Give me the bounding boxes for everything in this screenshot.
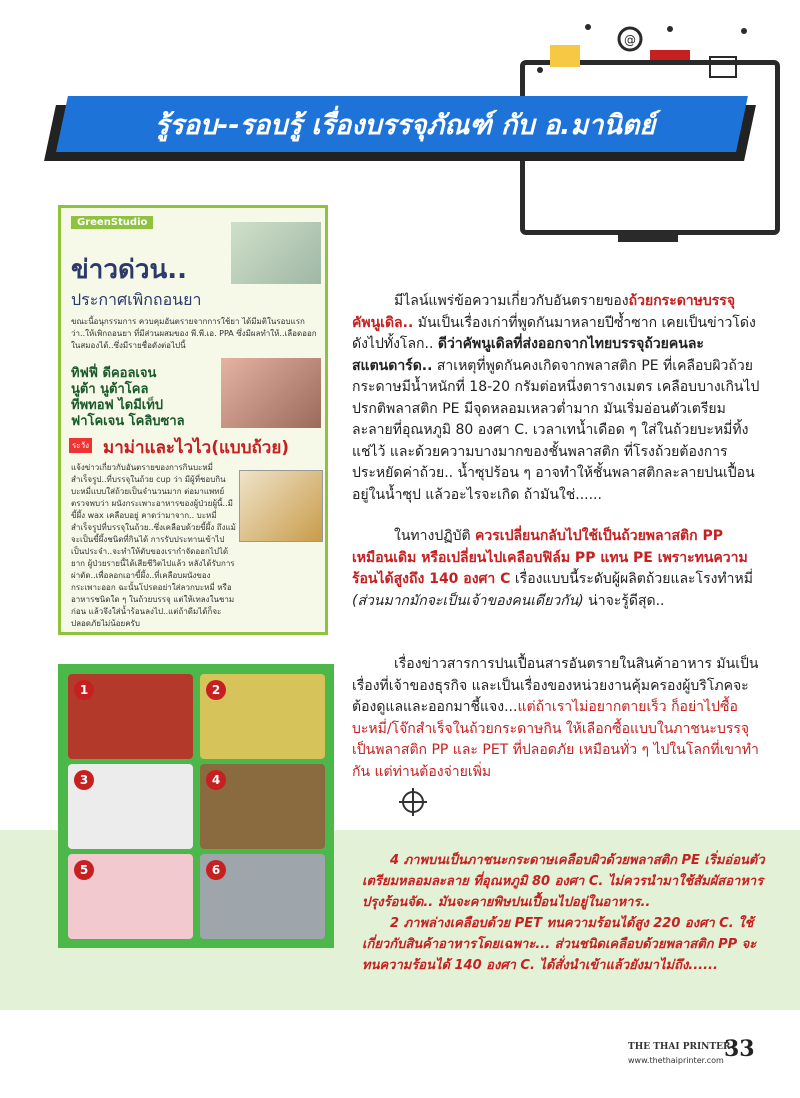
page-number: 33 bbox=[724, 1036, 755, 1062]
photo-number: 3 bbox=[74, 770, 94, 790]
page-title: รู้รอบ--รอบรู้ เรื่องบรรจุภัณฑ์ กับ อ.มานิตย์ bbox=[154, 110, 656, 141]
clipping-section-title: มาม่าและไวไว(แบบถ้วย) bbox=[103, 438, 290, 458]
article-text-run: แต่ถ้าเราไม่อยากตายเร็ว ก็อย่าไปซื้อบะหมี่/โจ๊กสำเร็จในถ้วยกระดาษกิน ให้เลือกซื้อแบบในภาชนะบรรจุเป็นพลาสติก PP และ PET ที่ปลอดภัย เหมือนทั่ว ๆ ไปในโลกที่เขาทำกัน แต่ท่านต้องจ่ายเพิ่ม bbox=[352, 699, 759, 780]
photo-number: 6 bbox=[206, 860, 226, 880]
drug-item: ทิฟฟี่ ดีคอลเจน bbox=[71, 366, 157, 381]
photo-4 bbox=[200, 764, 325, 849]
article-paragraph-1 bbox=[352, 291, 762, 506]
photo-number: 4 bbox=[206, 770, 226, 790]
article-paragraph-3 bbox=[352, 654, 762, 783]
crosshair-icon bbox=[402, 791, 424, 813]
clipping-subhead: ประกาศเพิกถอนยา bbox=[71, 290, 202, 309]
caption-bottom-photos: 2 ภาพล่างเคลือบด้วย PET ทนความร้อนได้สูง 220 องศา C. ใช้เกี่ยวกับสินค้าอาหารโดยเฉพาะ... ส่วนชนิดเคลือบด้วยพลาสติก PP จะทนความร้อนได้ 140 องศา C. ได้สั่งนำเข้าแล้วยังมาไม่ถึง...... bbox=[362, 916, 757, 973]
svg-text:@: @ bbox=[624, 33, 636, 47]
article-text-run: (ส่วนมากมักจะเป็นเจ้าของคนเดียวกัน) bbox=[352, 592, 584, 609]
clipping-body: แจ้งข่าวเกี่ยวกับอันตรายของการกินบะหมี่สำเร็จรูป..ที่บรรจุในถ้วย cup ว่า มีผู้ที่ชอบกินบะหมี่แบบใส่ถ้วยเป็นจำนวนมาก ต่อมาแพทย์ตรวจพบว่า ผนังกระเพาะอาหารของผู้ป่วยผู้นี้..มีขี้ผึ้ง wax เคลือบอยู่ คาดว่ามาจาก.. บะหมี่สำเร็จรูปที่บรรจุในถ้วย..ซึ่งเคลือบด้วยขี้ผึ้ง ถึงแม้จะเป็นขี้ผึ้งชนิดที่กินได้ การรับประทานเข้าไปเป็นประจำ..จะทำให้ตับของเรากำจัดออกไปได้ยาก ผู้ป่วยรายนี้ได้เสียชีวิตไปแล้ว หลังได้รับการผ่าตัด..เพื่อลอกเอาขี้ผึ้ง..ที่เคลือบผนังของกระเพาะออก ฉะนั้นโปรดอย่าใส่ลวกบะหมี่ หรืออาหารชนิดใด ๆ ในถ้วยบรรจุ แต่ให้เทลงในชามก่อน แล้วจึงใส่น้ำร้อนลงไป..แต่ถ้าดีมได้ก็จะปลอดภัยไม่น้อยครับ bbox=[71, 463, 236, 628]
photo-5 bbox=[68, 854, 193, 939]
clipping-headline: ข่าวด่วน.. bbox=[71, 255, 187, 285]
article-text-run: ดีว่าคัพนูเดิลที่ส่งออกจากไทยบรรจุถ้วยคนละสแตนดาร์ด.. bbox=[352, 336, 704, 374]
article-text-run: เรื่องแบบนี้ระดับผู้ผลิตถ้วยและโรงทำหมี่ bbox=[510, 571, 753, 587]
article-text-run: มันเป็นเรื่องเก่าที่พูดกันมาหลายปีซ้ำซาก เคยเป็นข่าวโด่งดังไปทั้งโลก.. bbox=[352, 314, 756, 352]
clipping-paragraph: ขณะนี้อนุกรรมการ ควบคุมอันตรายจากการใช้ยา ได้มีมติในรอบแรกว่า..ให้เพิกถอนยา ที่มีส่วนผสมของ พี.พี.เอ. PPA ซึ่งมีผลทำให้..เลือดออกในสมองได้..ซึ่งมีรายชื่อดังต่อไปนี้ bbox=[71, 317, 317, 350]
article-text-run: ในทางปฏิบัติ bbox=[394, 528, 476, 544]
article-text-run: เรื่องข่าวสารการปนเปื้อนสารอันตรายในสินค้าอาหาร มันเป็นเรื่องที่เจ้าของธุรกิจ และเป็นเรื่องของหน่วยงานคุ้มครองผู้บริโภคจะต้องดูแลและออกมาชี้แจง... bbox=[352, 656, 759, 715]
drug-list bbox=[71, 366, 221, 430]
warning-tag: ระวัง bbox=[69, 438, 92, 453]
photo-3 bbox=[68, 764, 193, 849]
photo-1 bbox=[68, 674, 193, 759]
caption-top-photos: 4 ภาพบนเป็นภาชนะกระดาษเคลือบผิวด้วยพลาสติก PE เริ่มอ่อนตัวเตรียมหลอมละลาย ที่อุณหภูมิ 80 องศา C. ไม่ควรนำมาใช้สัมผัสอาหารปรุงร้อนจัด.. มันจะคายพิษปนเปื้อนไปอยู่ในอาหาร.. bbox=[362, 853, 765, 910]
article-text-run: มีไลน์แพร่ข้อความเกี่ยวกับอันตรายของ bbox=[394, 293, 629, 309]
article-text-run: น่าจะรู้ดีสุด.. bbox=[583, 592, 665, 609]
clipping-brand: GreenStudio bbox=[71, 216, 153, 229]
noodle-cup-photo bbox=[239, 470, 323, 542]
photo-number: 2 bbox=[206, 680, 226, 700]
article-text-run: สาเหตุที่พูดกันคงเกิดจากพลาสติก PE ที่เคลือบผิวถ้วยกระดาษมีน้ำหนักที่ 18-20 กรัมต่อหนึ่งตารางเมตร เคลือบบางเกินไป ปรกติพลาสติก PE มีจุดหลอมเหลวต่ำมาก มันเริ่มอ่อนตัวเตรียมละลายที่อุณหภูมิ 80 องศา C. เวลาเทน้ำเดือด ๆ ใส่ในถ้วยบะหมี่ทิ้งแช่ไว้ และด้วยความบางมากของชั้นพลาสติก ที่โรงถ้วยต้องการประหยัดค่าถ้วย.. น้ำซุปร้อน ๆ อาจทำให้ชั้นพลาสติกละลายปนเปื้อนอยู่ในน้ำซุป แล้วอะไรจะเกิด ถ้ามันใช่...... bbox=[352, 357, 760, 503]
photo-grid bbox=[58, 664, 334, 948]
drug-item: ฟาโคเจน โคลิบซาล bbox=[71, 414, 185, 429]
magazine-name: THE THAI PRINTER bbox=[628, 1042, 731, 1052]
photo-captions bbox=[362, 850, 767, 976]
drug-item: นูต้า นูต้าโคล bbox=[71, 382, 149, 397]
pills-photo bbox=[231, 222, 321, 284]
medicine-photo bbox=[221, 358, 321, 428]
article-paragraph-2 bbox=[352, 526, 762, 612]
article-text-run: ควรเปลี่ยนกลับไปใช้เป็นถ้วยพลาสติก PP เหมือนเดิม หรือเปลี่ยนไปเคลือบฟิล์ม PP แทน PE เพราะทนความร้อนได้สูงถึง 140 องศา C bbox=[352, 528, 748, 587]
photo-number: 1 bbox=[74, 680, 94, 700]
news-clipping bbox=[58, 205, 328, 635]
monitor-stand bbox=[618, 230, 678, 242]
drug-item: ทีพทอฟ ไดมีเท็ป bbox=[71, 398, 164, 413]
photo-2 bbox=[200, 674, 325, 759]
icons-illustration bbox=[530, 15, 770, 85]
photo-6 bbox=[200, 854, 325, 939]
magazine-url: www.thethaiprinter.com bbox=[628, 1056, 724, 1065]
article-text-run: ถ้วยกระดาษบรรจุคัพนูเดิล.. bbox=[352, 293, 736, 331]
photo-number: 5 bbox=[74, 860, 94, 880]
